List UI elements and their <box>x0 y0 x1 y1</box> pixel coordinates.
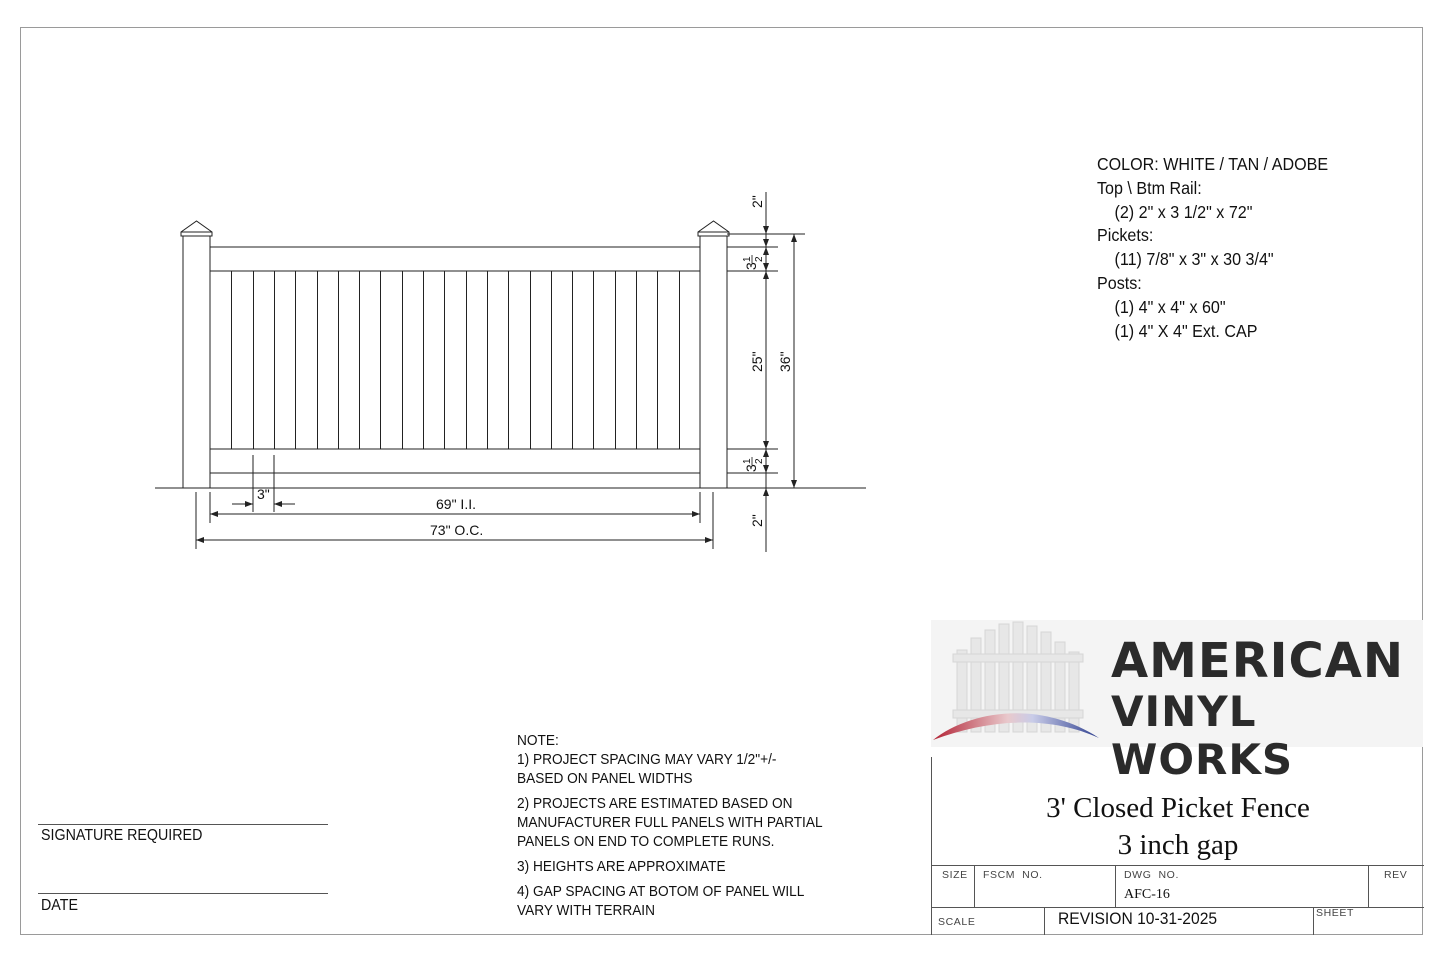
bottom-rail <box>210 449 700 473</box>
rail-item: (2) 2" x 3 1/2" x 72" <box>1114 201 1253 222</box>
dwg-no-value: AFC-16 <box>1124 887 1170 902</box>
posts-item-1: (1) 4" x 4" x 60" <box>1114 296 1226 317</box>
left-post-cap <box>181 221 212 236</box>
title-block <box>931 757 1424 935</box>
right-post <box>700 236 727 488</box>
notes-block <box>517 731 823 920</box>
rev-label: REV <box>1384 869 1408 881</box>
svg-text:2: 2 <box>754 256 765 262</box>
pickets-heading: Pickets: <box>1097 225 1154 246</box>
overall-height-dim: 36" <box>777 351 793 372</box>
note-2-line-1: 2) PROJECTS ARE ESTIMATED BASED ON <box>517 795 793 812</box>
svg-text:1: 1 <box>742 256 753 262</box>
drawing-title-line-1: 3' Closed Picket Fence <box>1046 792 1310 824</box>
right-post-cap <box>698 221 729 236</box>
bottom-gap-dim: 2" <box>749 514 765 527</box>
note-4-line-2: VARY WITH TERRAIN <box>517 902 655 919</box>
dwg-no-label: DWG NO. <box>1124 869 1179 881</box>
note-2-line-2: MANUFACTURER FULL PANELS WITH PARTIAL <box>517 814 823 831</box>
notes-heading: NOTE: <box>517 732 559 749</box>
date-label: DATE <box>41 897 78 914</box>
note-2-line-3: PANELS ON END TO COMPLETE RUNS. <box>517 833 775 850</box>
pickets <box>232 271 680 449</box>
on-center-dim: 73" O.C. <box>430 522 484 538</box>
logo-line-1: AMERICAN <box>1111 633 1405 689</box>
note-4-line-1: 4) GAP SPACING AT BOTOM OF PANEL WILL <box>517 883 805 900</box>
signature-label: SIGNATURE REQUIRED <box>41 827 203 844</box>
sheet-label: SHEET <box>1316 907 1355 919</box>
date-line <box>38 893 328 894</box>
svg-text:3: 3 <box>743 464 759 472</box>
svg-text:1: 1 <box>742 458 753 464</box>
pickets-item: (11) 7/8" x 3" x 30 3/4" <box>1114 249 1274 270</box>
note-1-line-2: BASED ON PANEL WIDTHS <box>517 770 693 787</box>
color-spec: COLOR: WHITE / TAN / ADOBE <box>1097 154 1329 174</box>
signature-line <box>38 824 328 825</box>
inside-width-dim: 69" I.I. <box>436 496 476 512</box>
scale-label: SCALE <box>938 916 976 928</box>
fscm-label: FSCM NO. <box>983 869 1043 881</box>
size-label: SIZE <box>942 869 968 881</box>
top-rail-dim <box>742 255 765 270</box>
svg-text:2: 2 <box>754 458 765 464</box>
material-specs <box>1097 153 1328 343</box>
posts-item-2: (1) 4" X 4" Ext. CAP <box>1114 320 1258 341</box>
note-3: 3) HEIGHTS ARE APPROXIMATE <box>517 858 726 875</box>
top-rail <box>210 247 700 271</box>
picket-height-dim: 25" <box>749 351 765 372</box>
bottom-rail-dim <box>742 457 765 472</box>
company-logo <box>931 620 1423 784</box>
logo-line-2: VINYL WORKS <box>1111 687 1294 784</box>
note-1-line-1: 1) PROJECT SPACING MAY VARY 1/2"+/- <box>517 751 777 768</box>
picket-gap-dim: 3" <box>257 486 270 502</box>
rail-heading: Top \ Btm Rail: <box>1097 177 1202 198</box>
revision-date: REVISION 10-31-2025 <box>1058 909 1218 928</box>
top-gap-dim: 2" <box>749 195 765 208</box>
drawing-title-line-2: 3 inch gap <box>1117 829 1239 861</box>
left-post <box>183 236 210 488</box>
posts-heading: Posts: <box>1097 272 1142 293</box>
svg-text:3: 3 <box>743 262 759 270</box>
